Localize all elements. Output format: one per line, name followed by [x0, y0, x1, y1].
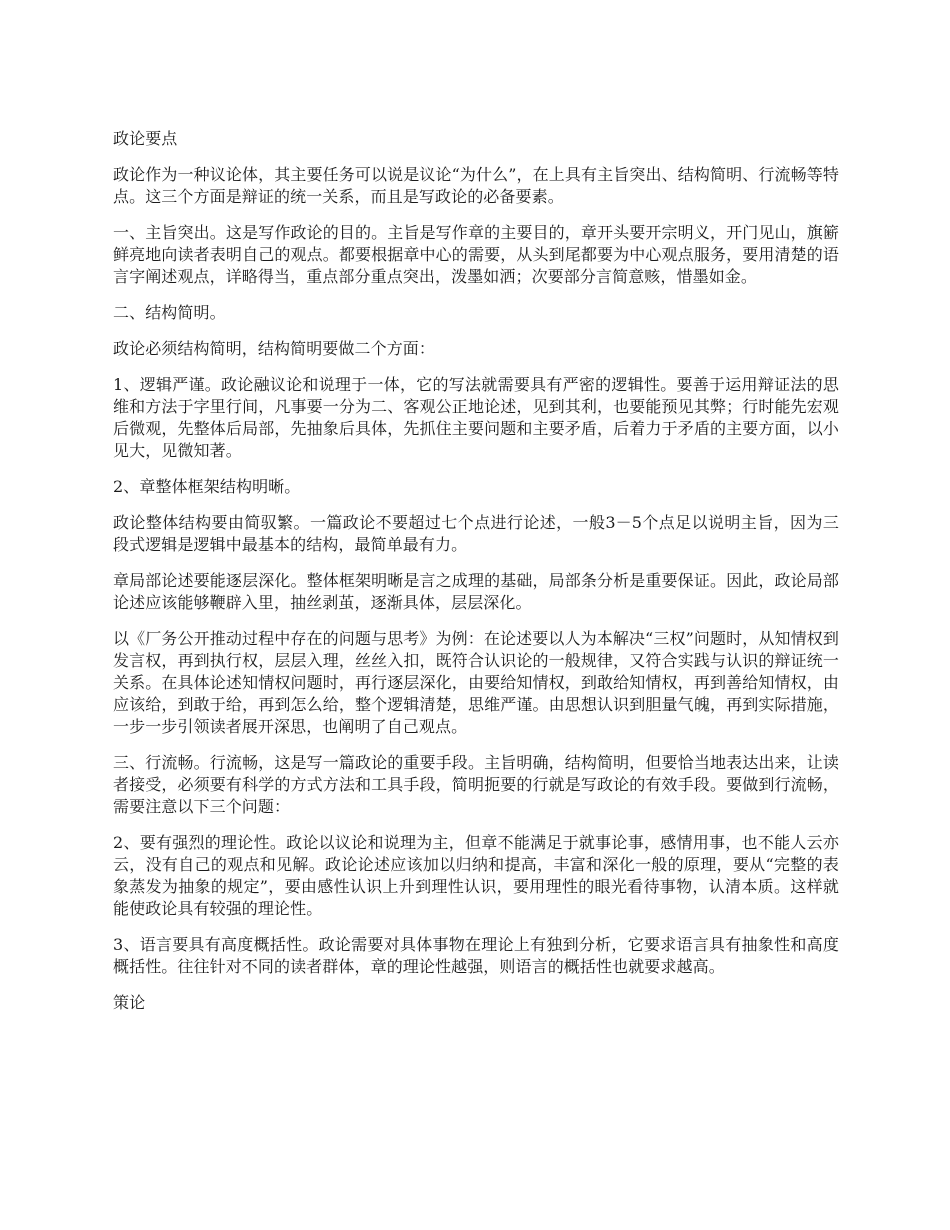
- paragraph-example: 以《厂务公开推动过程中存在的问题与思考》为例：在论述要以人为本解决“三权”问题时，从知情权到发言权，再到执行权，层层入理，丝丝入扣，既符合认识论的一般规律，又符合实践与认识的辩证统一关系。在具体论述知情权问题时，再行逐层深化，由要给知情权，到敢给知情权，再到善给知情权，由应该给，到敢于给，再到怎么给，整个逻辑清楚，思维严谨。由思想认识到胆量气魄，再到实际措施，一步一步引领读者展开深思，也阐明了自己观点。: [113, 629, 839, 736]
- paragraph-deepening: 章局部论述要能逐层深化。整体框架明晰是言之成理的基础，局部条分析是重要保证。因此，政论局部论述应该能够鞭辟入里，抽丝剥茧，逐渐具体，层层深化。: [113, 571, 839, 612]
- paragraph-theory: 2、要有强烈的理论性。政论以议论和说理为主，但章不能满足于就事论事，感情用事，也不能人云亦云，没有自己的观点和见解。政论论述应该加以归纳和提高，丰富和深化一般的原理，要从“完整的表象蒸发为抽象的规定”，要由感性认识上升到理性认识，要用理性的眼光看待事物，认清本质。这样就能使政论具有较强的理论性。: [113, 833, 839, 918]
- paragraph-section-3: 三、行流畅。行流畅，这是写一篇政论的重要手段。主旨明确，结构简明，但要恰当地表达出来，让读者接受，必须要有科学的方式方法和工具手段，简明扼要的行就是写政论的有效手段。要做到行流畅，需要注意以下三个问题：: [113, 753, 839, 816]
- paragraph-intro: 政论作为一种议论体，其主要任务可以说是议论“为什么”，在上具有主旨突出、结构简明、行流畅等特点。这三个方面是辩证的统一关系，而且是写政论的必备要素。: [113, 165, 839, 206]
- paragraph-section-1: 一、主旨突出。这是写作政论的目的。主旨是写作章的主要目的，章开头要开宗明义，开门见山，旗簖鲜亮地向读者表明自己的观点。都要根据章中心的需要，从头到尾都要为中心观点服务，要用清楚的语言字阐述观点，详略得当，重点部分重点突出，泼墨如洒；次要部分言简意赅，惜墨如金。: [113, 223, 839, 286]
- paragraph-language: 3、语言要具有高度概括性。政论需要对具体事物在理论上有独到分析，它要求语言具有抽象性和高度概括性。往往针对不同的读者群体，章的理论性越强，则语言的概括性也就要求越高。: [113, 935, 839, 976]
- paragraph-framework: 政论整体结构要由简驭繁。一篇政论不要超过七个点进行论述，一般3－5个点足以说明主旨，因为三段式逻辑是逻辑中最基本的结构，最简单最有力。: [113, 513, 839, 554]
- paragraph-framework-heading: 2、章整体框架结构明晰。: [113, 477, 301, 496]
- paragraph-final-heading: 策论: [113, 993, 146, 1012]
- document-title: 政论要点: [113, 129, 178, 148]
- paragraph-structure-intro: 政论必须结构简明，结构简明要做二个方面：: [113, 339, 436, 358]
- paragraph-logic: 1、逻辑严谨。政论融议论和说理于一体，它的写法就需要具有严密的逻辑性。要善于运用辩证法的思维和方法于字里行间，凡事要一分为二、客观公正地论述，见到其利，也要能预见其弊；行时能先宏观后微观，先整体后局部，先抽象后具体，先抓住主要问题和主要矛盾，后着力于矛盾的主要方面，以小见大，见微知著。: [113, 375, 839, 460]
- document-page: [113, 128, 839, 1028]
- paragraph-section-2-heading: 二、结构简明。: [113, 303, 226, 322]
